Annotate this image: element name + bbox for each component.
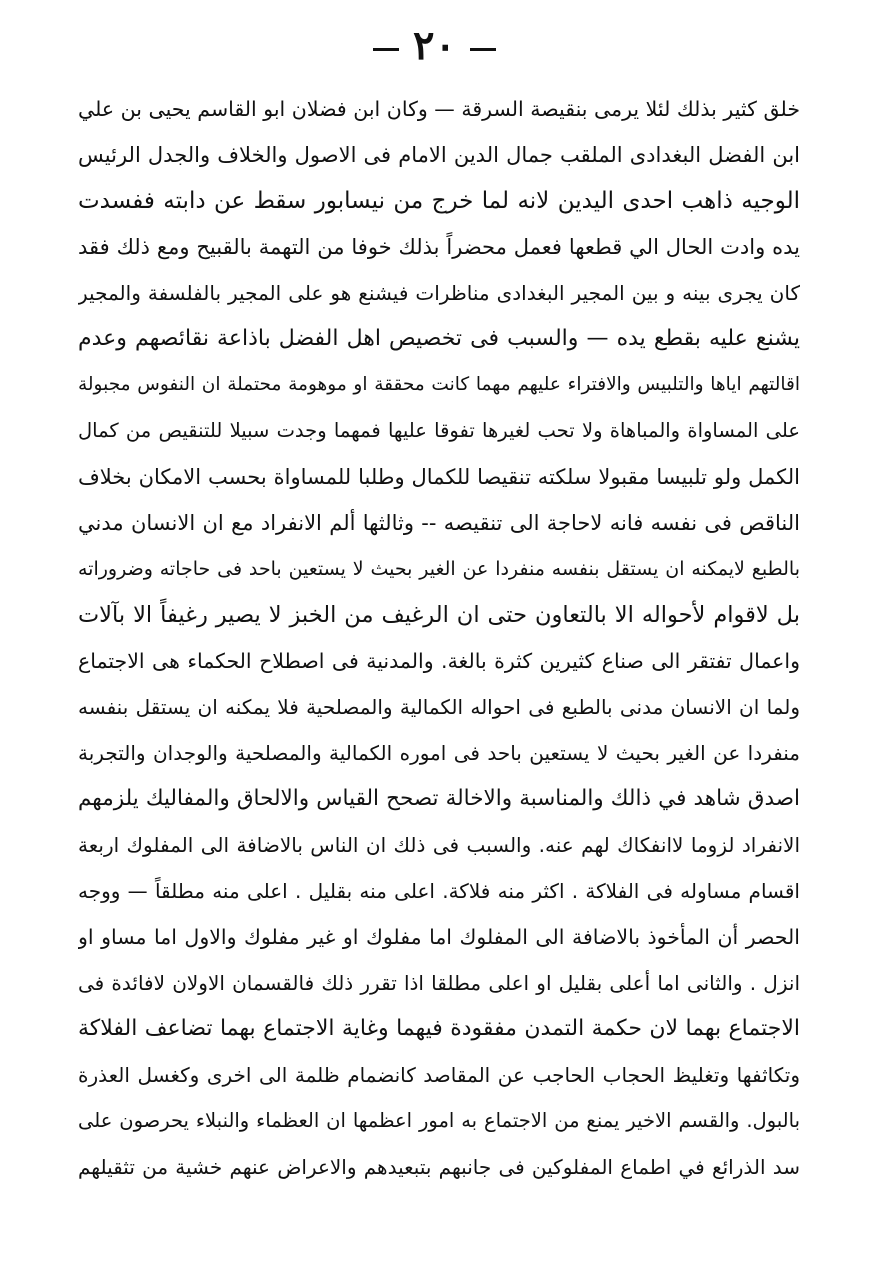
page-number: ٢٠ (413, 22, 456, 69)
text-line-12: بل لاقوام لأحواله الا بالتعاون حتى ان الرغيف من الخبز لا يصير رغيفاً الا بآلات (78, 602, 800, 628)
text-line-10: الناقص فى نفسه فانه لاحاجة الى تنقيصه -- وثالثها ألم الانفراد مع ان الانسان مدني (78, 511, 800, 535)
text-line-21: الاجتماع بهما لان حكمة التمدن مفقودة فيهما وغاية الاجتماع بهما تضاعف الفلاكة (78, 1016, 800, 1041)
text-line-13: واعمال تفتقر الى صناع كثيرين كثرة بالغة. والمدنية فى اصطلاح الحكماء هى الاجتماع (78, 649, 800, 673)
page-number-dash-left (373, 48, 399, 51)
text-line-8: على المساواة والمباهاة ولا تحب لغيرها تفوقا عليها فمهما وجدت سبيلا للتنقيص من كمال (78, 419, 800, 442)
text-line-23: بالبول. والقسم الاخير يمنع من الاجتماع به امور اعظمها ان العظماء والنبلاء يحرصون على (78, 1109, 800, 1132)
text-line-20: انزل . والثانى اما أعلى بقليل او اعلى مطلقا اذا تقرر ذلك فالقسمان الاولان لافائدة فى (78, 971, 800, 995)
text-line-5: كان يجرى بينه و بين المجير البغدادى مناظرات فيشنع هو على المجير بالفلسفة والمجير (78, 281, 800, 305)
text-line-18: اقسام مساوله فى الفلاكة . اكثر منه فلاكة. اعلى منه بقليل . اعلى منه مطلقاً — ووجه (78, 879, 800, 903)
text-line-15: منفردا عن الغير بحيث لا يستعين باحد فى اموره الكمالية والمصلحية والوجدان والتجربة (78, 741, 800, 765)
text-line-17: الانفراد لزوما لاانفكاك لهم عنه. والسبب فى ذلك ان الناس بالاضافة الى المفلوك اربعة (78, 833, 800, 857)
text-line-3: الوجيه ذاهب احدى اليدين لانه لما خرج من نيسابور سقط عن دابته ففسدت (78, 188, 800, 214)
text-line-9: الكمل ولو تلبيسا مقبولا سلكته تنقيصا للكمال وطلبا للمساواة بحسب الامكان بخلاف (78, 465, 800, 489)
text-line-1: خلق كثير بذلك لئلا يرمى بنقيصة السرقة — وكان ابن فضلان ابو القاسم يحيى بن علي (78, 97, 800, 121)
text-line-22: وتكاثفها وتغليظ الحجاب الحاجب عن المقاصد كانضمام ظلمة الى اخرى وكغسل العذرة (78, 1063, 800, 1087)
page-number-header (0, 18, 869, 74)
text-line-24: سد الذرائع في اطماع المفلوكين فى جانبهم بتبعيدهم والاعراض عنهم خشية من تثقيلهم (78, 1155, 800, 1179)
text-line-2: ابن الفضل البغدادى الملقب جمال الدين الامام فى الاصول والخلاف والجدل الرئيس (78, 143, 800, 167)
text-line-11: بالطبع لايمكنه ان يستقل بنفسه منفردا عن الغير بحيث لا يستعين باحد فى حاجاته وضروراته (78, 558, 800, 580)
page-number-dash-right (470, 48, 496, 51)
text-line-16: اصدق شاهد في ذالك والمناسبة والاخالة تصحح القياس والالحاق والمفاليك يلزمهم (78, 786, 800, 811)
page-body-text (78, 86, 800, 1190)
text-line-4: يده وادت الحال الي قطعها فعمل محضراً بذلك خوفا من التهمة بالقبيح ومع ذلك فقد (78, 235, 800, 259)
text-line-14: ولما ان الانسان مدنى بالطبع فى احواله الكمالية والمصلحية فلا يمكنه ان يستقل بنفسه (78, 695, 800, 719)
text-line-7: اقالتهم اياها والتلبيس والافتراء عليهم مهما كانت محققة او موهومة محتملة ان النفوس مجبولة (78, 374, 800, 395)
text-line-19: الحصر أن المأخوذ بالاضافة الى المفلوك اما مفلوك او غير مفلوك والاول اما مساو او (78, 925, 800, 949)
text-line-6: يشنع عليه بقطع يده — والسبب فى تخصيص اهل الفضل باذاعة نقائصهم وعدم (78, 326, 800, 351)
